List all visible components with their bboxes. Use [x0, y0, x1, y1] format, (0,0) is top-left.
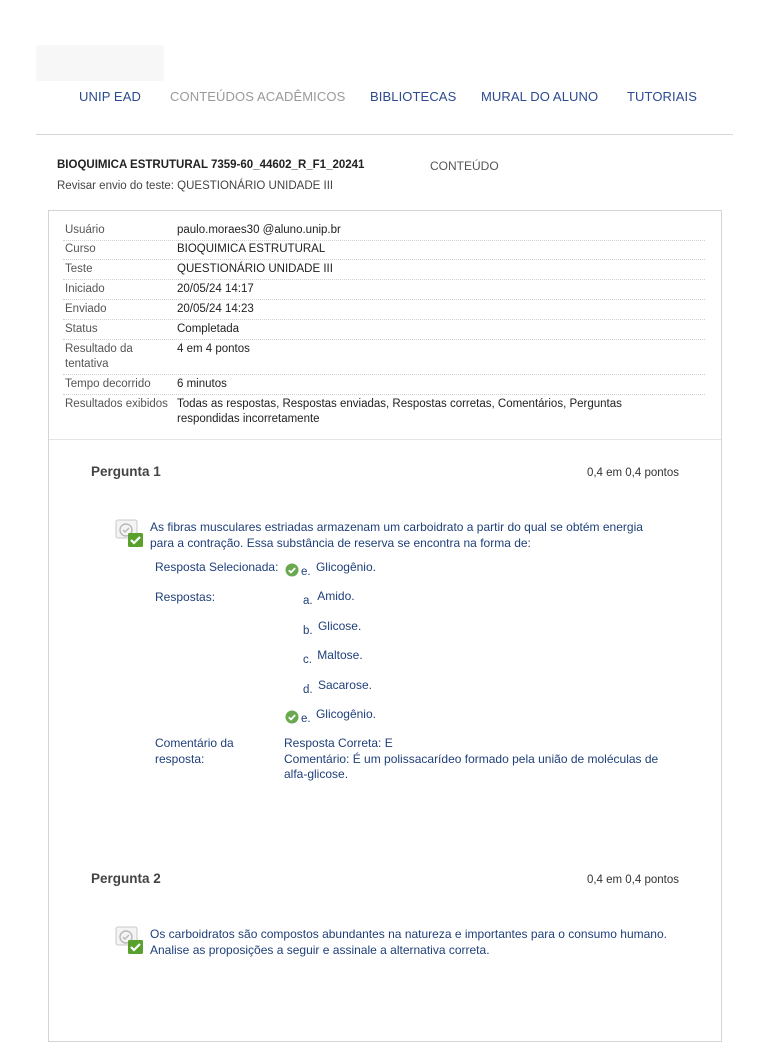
correct-answer-icon	[115, 519, 145, 549]
selected-answer	[285, 560, 376, 577]
question-title: Pergunta 1	[91, 464, 161, 479]
check-circle-icon	[285, 710, 299, 724]
answer-option-e	[285, 707, 376, 724]
answer-text: Glicose.	[317, 619, 362, 633]
info-row-iniciado	[63, 282, 705, 300]
info-value: BIOQUIMICA ESTRUTURAL	[177, 243, 326, 255]
question-text: As fibras musculares estriadas armazenam um carboidrato a partir do qual se obtém energia para a contração. Essa substância de reserva se encontra na forma de:	[150, 520, 643, 550]
correct-answer-icon	[115, 926, 145, 956]
answers-label: Respostas:	[155, 590, 216, 604]
question-title: Pergunta 2	[91, 871, 161, 886]
info-key: Curso	[65, 243, 96, 255]
question-text: Os carboidratos são compostos abundantes na natureza e importantes para o consumo humano. Analise as proposições a seguir e assinale a alternativa correta.	[150, 927, 667, 957]
info-value: QUESTIONÁRIO UNIDADE III	[177, 263, 333, 275]
info-key: Resultado da tentativa	[65, 343, 133, 370]
logo-placeholder	[36, 45, 164, 81]
nav-bibliotecas[interactable]: BIBLIOTECAS	[370, 89, 457, 104]
review-panel	[48, 210, 722, 1042]
answer-letter: e.	[301, 566, 311, 578]
answer-option-a	[303, 589, 355, 605]
answer-letter: b.	[303, 625, 313, 637]
info-key: Resultados exibidos	[65, 398, 168, 410]
nav-conteudos-academicos[interactable]: CONTEÚDOS ACADÊMICOS	[170, 89, 346, 104]
review-subtitle: Revisar envio do teste: QUESTIONÁRIO UNIDADE III	[57, 180, 334, 192]
answer-comment	[284, 736, 674, 783]
info-key: Tempo decorrido	[65, 378, 151, 390]
info-key: Usuário	[65, 224, 105, 236]
check-circle-icon	[285, 563, 299, 577]
info-row-resultado	[63, 342, 705, 375]
info-value: 4 em 4 pontos	[177, 343, 250, 355]
answer-text: Amido.	[317, 589, 355, 603]
answer-text: Glicogênio.	[315, 560, 376, 574]
nav-divider	[36, 134, 733, 135]
info-key: Teste	[65, 263, 93, 275]
answer-option-c	[303, 648, 363, 664]
info-value: Todas as respostas, Respostas enviadas, Respostas corretas, Comentários, Perguntas respondidas incorretamente	[177, 398, 622, 425]
top-nav	[0, 89, 768, 109]
info-row-curso	[63, 242, 705, 260]
correct-answer-line: Resposta Correta: E	[284, 736, 393, 750]
nav-unip-ead[interactable]: UNIP EAD	[79, 89, 141, 104]
info-row-tempo	[63, 377, 705, 395]
info-row-resultados-exibidos	[63, 397, 705, 429]
answer-option-d	[303, 678, 372, 694]
answer-letter: c.	[303, 654, 312, 666]
info-key: Status	[65, 323, 98, 335]
question-points: 0,4 em 0,4 pontos	[586, 467, 679, 479]
content-link[interactable]: CONTEÚDO	[430, 159, 499, 173]
answer-text: Maltose.	[317, 648, 363, 662]
info-value: Completada	[177, 323, 240, 335]
info-row-teste	[63, 262, 705, 280]
info-row-enviado	[63, 302, 705, 320]
answer-option-b	[303, 619, 361, 635]
answer-letter: e.	[301, 713, 311, 725]
answer-letter: a.	[303, 595, 313, 607]
info-row-usuario	[63, 223, 705, 241]
attempt-info	[49, 211, 721, 440]
answer-text: Glicogênio.	[315, 707, 376, 721]
info-key: Iniciado	[65, 283, 105, 295]
selected-answer-label: Resposta Selecionada:	[155, 560, 279, 574]
info-key: Enviado	[65, 303, 107, 315]
info-value: paulo.moraes30 @aluno.unip.br	[177, 224, 341, 236]
course-title[interactable]: BIOQUIMICA ESTRUTURAL 7359-60_44602_R_F1_20241	[57, 159, 365, 171]
comment-text: Comentário: É um polissacarídeo formado pela união de moléculas de alfa-glicose.	[284, 751, 659, 781]
info-value: 20/05/24 14:23	[177, 303, 254, 315]
answer-text: Sacarose.	[317, 678, 372, 692]
info-row-status	[63, 322, 705, 340]
nav-mural-do-aluno[interactable]: MURAL DO ALUNO	[481, 89, 599, 104]
comment-label: Comentário da resposta:	[155, 736, 234, 766]
question-points: 0,4 em 0,4 pontos	[586, 874, 679, 886]
answer-letter: d.	[303, 684, 313, 696]
info-value: 20/05/24 14:17	[177, 283, 254, 295]
info-value: 6 minutos	[177, 378, 227, 390]
nav-tutoriais[interactable]: TUTORIAIS	[627, 89, 698, 104]
